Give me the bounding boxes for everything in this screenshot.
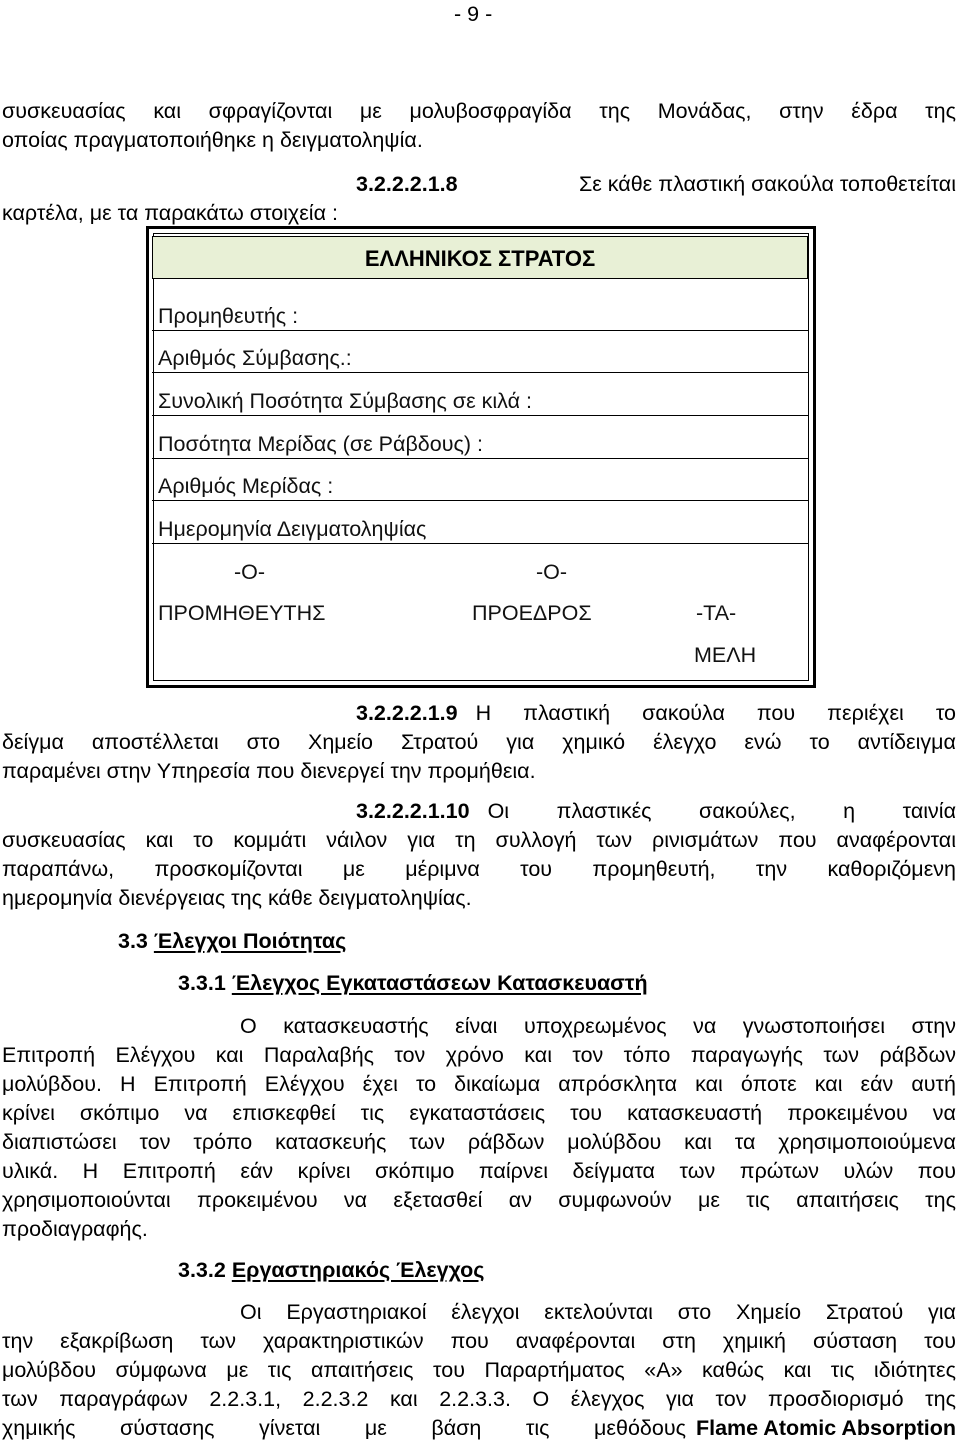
card-field-batch-quantity: Ποσότητα Μερίδας (σε Ράβδους) : [158, 432, 483, 456]
para-3-3-2-line-5-bold: Flame Atomic Absorption [695, 1416, 956, 1440]
section-9-text: Η πλαστική σακούλα που περιέχει το [475, 701, 956, 725]
heading-3-3-number: 3.3 [118, 929, 148, 953]
heading-3-3 [118, 927, 346, 956]
para-3-3-2-line-5 [2, 1414, 956, 1443]
heading-3-3-1 [178, 969, 648, 998]
section-10-line-4: ημερομηνία διενέργειας της κάθε δειγματοληψίας. [2, 886, 472, 910]
card-sig-members: ΜΕΛΗ [694, 643, 757, 667]
section-10-line-2: συσκευασίας και το κομμάτι νάιλον για τη συλλογή των ρινισμάτων που αναφέρονται [2, 828, 956, 852]
section-9-number: 3.2.2.2.1.9 [356, 701, 458, 725]
section-8-number: 3.2.2.2.1.8 [356, 172, 458, 196]
para-3-3-1-line-8: προδιαγραφής. [2, 1217, 148, 1241]
intro-line-2: οποίας πραγματοποιήθηκε η δειγματοληψία. [2, 128, 423, 152]
para-3-3-2-line-4: των παραγράφων 2.2.3.1, 2.2.3.2 και 2.2.3.3. Ο έλεγχος για τον προσδιορισμό της [2, 1387, 956, 1411]
heading-3-3-2-title: Εργαστηριακός Έλεγχος [231, 1258, 485, 1282]
para-3-3-2-line-5-text: χημικής σύστασης γίνεται με βάση τις μεθόδους [2, 1416, 686, 1440]
para-3-3-1-line-3: μολύβδου. Η Επιτροπή Ελέγχου έχει το δικαίωμα απρόσκλητα και όποτε και εάν αυτή [2, 1072, 956, 1096]
para-3-3-1-line-1: Ο κατασκευαστής είναι υποχρεωμένος να γνωστοποιήσει στην [240, 1014, 956, 1038]
para-3-3-2-line-3: μολύβδου σύμφωνα με τις απαιτήσεις του Παραρτήματος «Α» καθώς και τις ιδιότητες [2, 1358, 956, 1382]
section-9-line-1 [356, 699, 956, 728]
section-10-line-1 [356, 797, 956, 826]
card-field-total-quantity: Συνολική Ποσότητα Σύμβασης σε κιλά : [158, 389, 532, 413]
para-3-3-1-line-2: Επιτροπή Ελέγχου και Παραλαβής τον χρόνο και τον τόπο παραγωγής των ράβδων [2, 1043, 956, 1067]
section-8-line-1 [356, 170, 956, 199]
heading-3-3-2-number: 3.3.2 [178, 1258, 226, 1282]
para-3-3-2-line-1: Οι Εργαστηριακοί έλεγχοι εκτελούνται στο Χημείο Στρατού για [240, 1300, 956, 1324]
section-8-line-2: καρτέλα, με τα παρακάτω στοιχεία : [2, 201, 338, 225]
page-number: - 9 - [454, 2, 493, 26]
para-3-3-1-line-7: χρησιμοποιούνται προκειμένου να εξετασθεί αν συμφωνούν με τις απαιτήσεις της [2, 1188, 956, 1212]
intro-line-1: συσκευασίας και σφραγίζονται με μολυβοσφραγίδα της Μονάδας, στην έδρα της [2, 99, 956, 123]
section-10-text: Οι πλαστικές σακούλες, η ταινία [487, 799, 956, 823]
card-field-supplier: Προμηθευτής : [158, 304, 299, 328]
section-10-line-3: παραπάνω, προσκομίζονται με μέριμνα του προμηθευτή, την καθοριζόμενη [2, 857, 956, 881]
para-3-3-1-line-5: διαπιστώσει τον τρόπο κατασκευής των ράβδων μολύβδου και τα χρησιμοποιούμενα [2, 1130, 956, 1154]
card-sig-supplier: ΠΡΟΜΗΘΕΥΤΗΣ [158, 601, 326, 625]
heading-3-3-title: Έλεγχοι Ποιότητας [153, 929, 347, 953]
heading-3-3-1-number: 3.3.1 [178, 971, 226, 995]
card-field-contract-number: Αριθμός Σύμβασης.: [158, 346, 352, 370]
card-field-sampling-date: Ημερομηνία Δειγματοληψίας [158, 517, 427, 541]
section-9-line-3: παραμένει στην Υπηρεσία που διενεργεί την προμήθεια. [2, 759, 536, 783]
card-field-batch-number: Αριθμός Μερίδας : [158, 474, 334, 498]
heading-3-3-2 [178, 1256, 485, 1285]
para-3-3-2-line-2: την εξακρίβωση των χαρακτηριστικών που αναφέρονται στη χημική σύσταση του [2, 1329, 956, 1353]
section-8-text: Σε κάθε πλαστική σακούλα τοποθετείται [578, 172, 956, 196]
heading-3-3-1-title: Έλεγχος Εγκαταστάσεων Κατασκευαστή [231, 971, 648, 995]
section-9-line-2: δείγμα αποστέλλεται στο Χημείο Στρατού για χημικό έλεγχο ενώ το αντίδειγμα [2, 730, 956, 754]
card-title-banner [152, 236, 808, 279]
card-sig-president: ΠΡΟΕΔΡΟΣ [472, 601, 592, 625]
para-3-3-1-line-6: υλικά. Η Επιτροπή εάν κρίνει σκόπιμο παίρνει δείγματα των πρώτων υλών που [2, 1159, 956, 1183]
para-3-3-1-line-4: κρίνει σκόπιμο να επισκεφθεί τις εγκαταστάσεις του κατασκευαστή προκειμένου να [2, 1101, 956, 1125]
card-sig-o-president: -Ο- [536, 560, 568, 584]
card-title: ΕΛΛΗΝΙΚΟΣ ΣΤΡΑΤΟΣ [364, 246, 596, 271]
section-10-number: 3.2.2.2.1.10 [356, 799, 470, 823]
card-sig-o-supplier: -Ο- [234, 560, 266, 584]
card-sig-ta: -ΤΑ- [696, 601, 737, 625]
